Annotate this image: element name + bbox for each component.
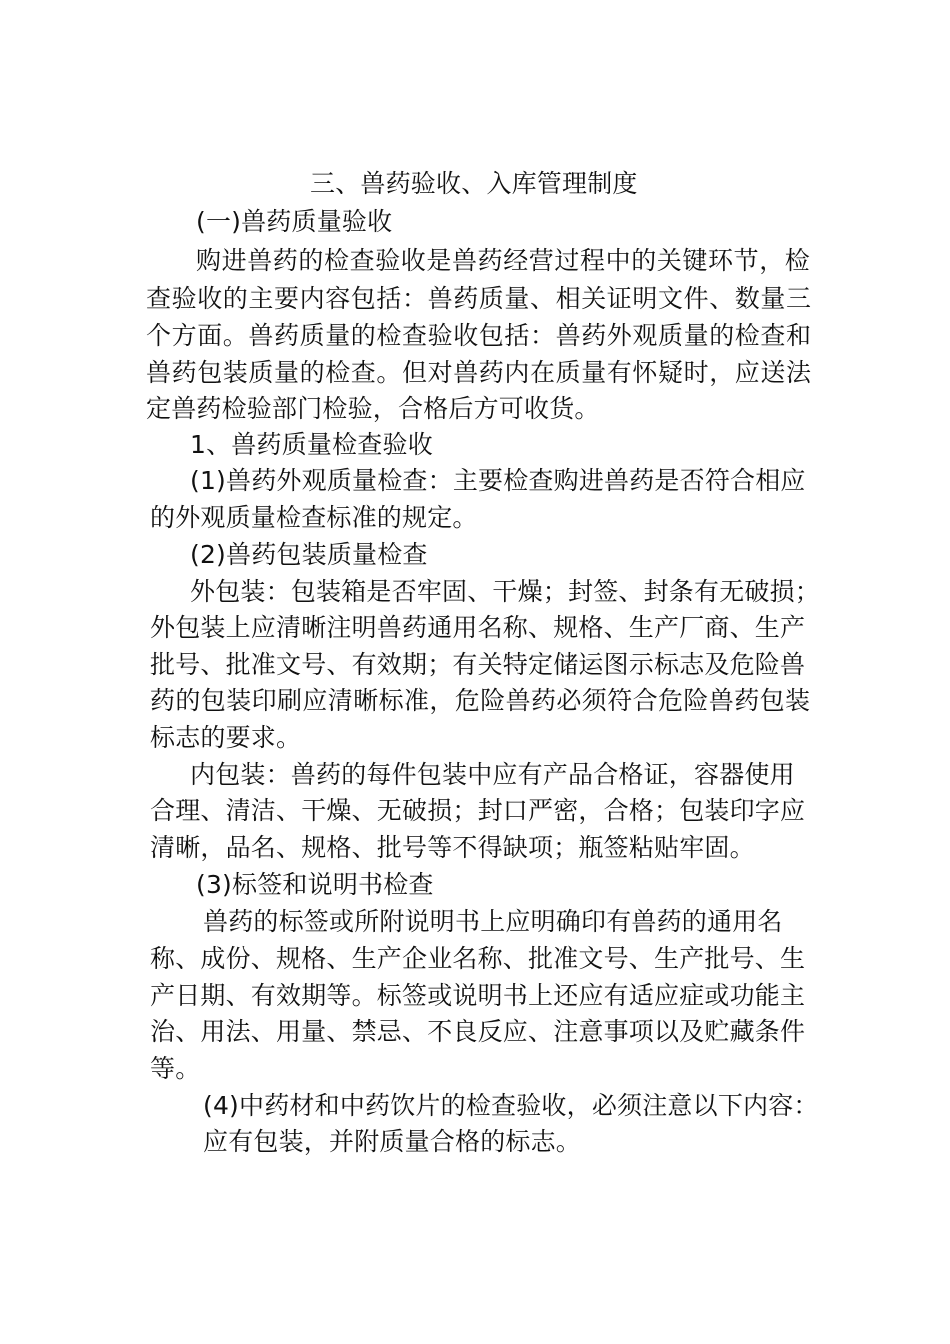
paragraph-line: 等。 xyxy=(150,1054,201,1083)
paragraph-line: 定兽药检验部门检验，合格后方可收货。 xyxy=(146,394,600,423)
item-line: (1)兽药外观质量检查：主要检查购进兽药是否符合相应 xyxy=(190,466,806,495)
paragraph-line: 药的包装印刷应清晰标准，危险兽药必须符合危险兽药包装 xyxy=(150,686,811,715)
paragraph-line: 批号、批准文号、有效期；有关特定储运图示标志及危险兽 xyxy=(150,650,806,679)
paragraph-line: 外包装：包装箱是否牢固、干燥；封签、封条有无破损； xyxy=(190,577,821,606)
paragraph-line: 合理、清洁、干燥、无破损；封口严密，合格；包装印字应 xyxy=(150,796,806,825)
paragraph-line: 查验收的主要内容包括：兽药质量、相关证明文件、数量三 xyxy=(146,284,812,313)
paragraph-line: 外包装上应清晰注明兽药通用名称、规格、生产厂商、生产 xyxy=(150,613,806,642)
item-heading: (3)标签和说明书检查 xyxy=(196,870,434,899)
paragraph-line: 清晰，品名、规格、批号等不得缺项；瓶签粘贴牢固。 xyxy=(150,833,755,862)
paragraph-line: 标志的要求。 xyxy=(150,723,302,752)
paragraph-line: 治、用法、用量、禁忌、不良反应、注意事项以及贮藏条件 xyxy=(150,1017,806,1046)
paragraph-line: 产日期、有效期等。标签或说明书上还应有适应症或功能主 xyxy=(150,981,806,1010)
subsection-heading: 1、兽药质量检查验收 xyxy=(190,430,433,459)
item-heading: (2)兽药包装质量检查 xyxy=(190,540,428,569)
item-line: 的外观质量检查标准的规定。 xyxy=(150,503,478,532)
paragraph-line: 兽药的标签或所附说明书上应明确印有兽药的通用名 xyxy=(203,907,783,936)
paragraph-line: 内包装：兽药的每件包装中应有产品合格证，容器使用 xyxy=(190,760,795,789)
paragraph-line: 兽药包装质量的检查。但对兽药内在质量有怀疑时，应送法 xyxy=(146,358,812,387)
paragraph-line: 购进兽药的检查验收是兽药经营过程中的关键环节，检 xyxy=(196,246,811,275)
section-heading: (一)兽药质量验收 xyxy=(196,207,393,236)
item-line: (4)中药材和中药饮片的检查验收，必须注意以下内容： xyxy=(203,1091,819,1120)
paragraph-line: 个方面。兽药质量的检查验收包括：兽药外观质量的检查和 xyxy=(146,321,812,350)
item-line: 应有包装，并附质量合格的标志。 xyxy=(203,1127,582,1156)
paragraph-line: 称、成份、规格、生产企业名称、批准文号、生产批号、生 xyxy=(150,944,806,973)
document-title: 三、兽药验收、入库管理制度 xyxy=(310,169,638,198)
